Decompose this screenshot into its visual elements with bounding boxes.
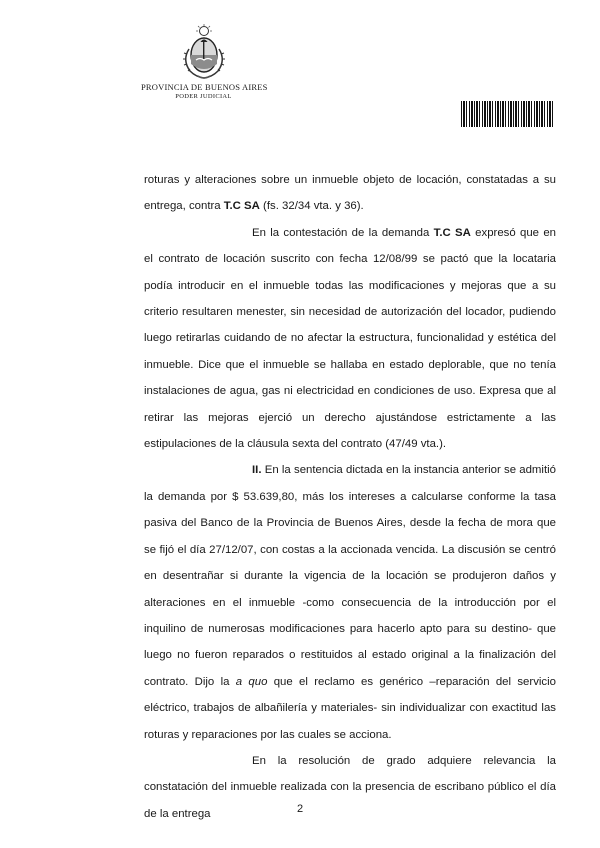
text-run: En la contestación de la demanda — [252, 226, 434, 239]
text-run: roturas y alteraciones sobre un inmueble objeto de locación, constatadas a su entrega, contra — [144, 174, 556, 213]
document-body — [144, 167, 556, 827]
bold-text: T.C SA — [433, 226, 471, 239]
bold-text: II. — [252, 464, 262, 477]
paragraph — [144, 457, 556, 747]
text-run: En la sentencia dictada en la instancia anterior se admitió la demanda por $ 53.639,80, más los intereses a calcularse conforme la tasa pasiva del Banco de la Provincia de Buenos Aires, desde la fecha de mora que se fijó el día 27/12/07, con costas a la accionada vencida. La discusión se centró en desentrañar si durante la vigencia de la locación se produjeron daños y alteraciones en el inmueble -como consecuencia de la introducción por el inquilino de numerosas modificaciones para hacerlo apto para su destino- que luego no fueron reparados o restituidos al estado original a la finalización del contrato. Dijo la — [144, 464, 556, 688]
barcode-icon — [461, 101, 554, 127]
text-run: expresó que en el contrato de locación suscrito con fecha 12/08/99 se pactó que la locataria podía introducir en el inmueble todas las modificaciones y mejoras que a su criterio resultaren menester, sin necesidad de autorización del locador, pudiendo luego retirarlas cuidando de no afectar la estructura, funcionalidad y estética del inmueble. Dice que el inmueble se hallaba en estado deplorable, que no tenía instalaciones de agua, gas ni electricidad en condiciones de uso. Expresa que al retirar las mejoras ejerció un derecho ajustándose estrictamente a las estipulaciones de la cláusula sexta del contrato (47/49 vta.). — [144, 226, 556, 451]
letterhead-judiciary: PODER JUDICIAL — [175, 93, 232, 100]
italic-text: a quo — [235, 675, 268, 688]
paragraph — [144, 167, 556, 220]
paragraph — [144, 748, 556, 827]
text-run: (fs. 32/34 vta. y 36). — [259, 200, 364, 213]
text-run: que el reclamo es genérico –reparación del servicio eléctrico, trabajos de albañilería y materiales- sin individualizar con exactitud las roturas y reparaciones por las cuales se acciona. — [144, 675, 556, 741]
page-number: 2 — [296, 803, 304, 815]
coat-of-arms-seal — [179, 24, 229, 80]
letterhead — [141, 24, 266, 100]
text-run: En la resolución de grado adquiere relevancia la constatación del inmueble realizada con la presencia de escribano público el día de la entrega — [144, 754, 556, 820]
paragraph — [144, 220, 556, 458]
letterhead-province: PROVINCIA DE BUENOS AIRES — [141, 82, 268, 92]
bold-text: T.C SA — [223, 200, 260, 213]
